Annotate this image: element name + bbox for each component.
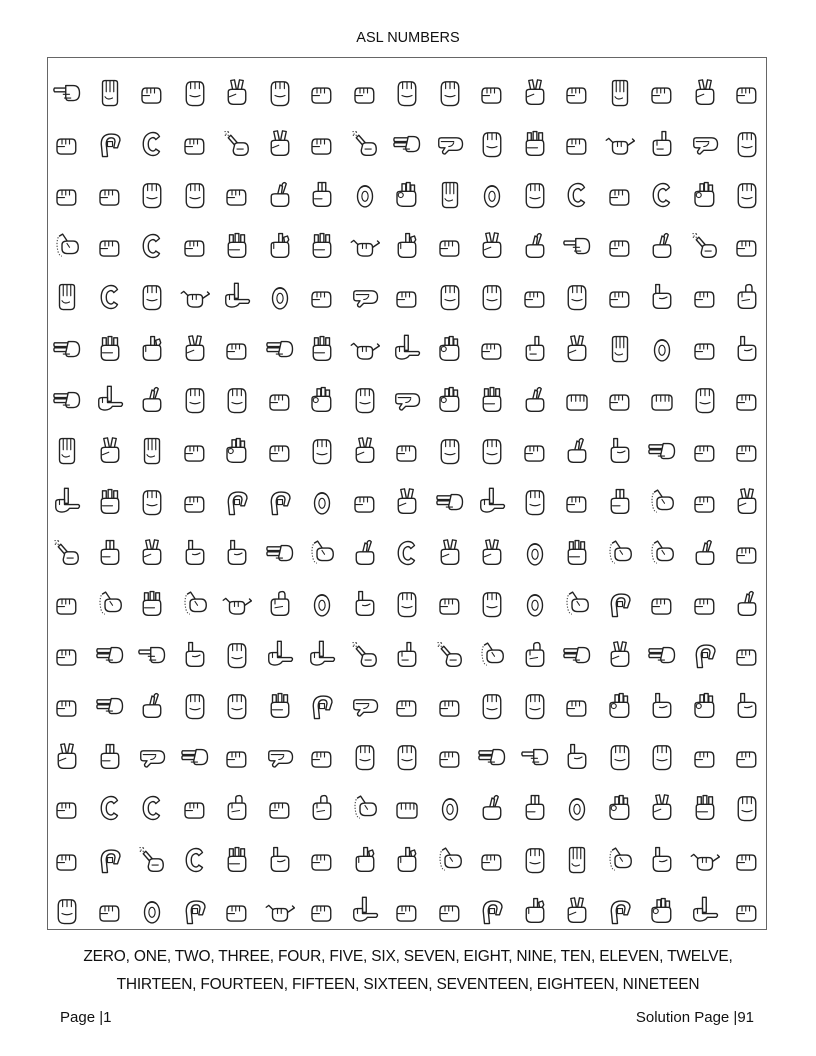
asl-sign-a-icon xyxy=(732,845,762,875)
asl-sign-e-icon xyxy=(562,282,592,312)
asl-sign-l-icon xyxy=(52,487,82,517)
asl-sign-a-icon xyxy=(392,896,422,926)
asl-sign-a-icon xyxy=(52,845,82,875)
asl-sign-j-icon xyxy=(605,845,635,875)
asl-sign-a-icon xyxy=(137,78,167,108)
asl-sign-x-icon xyxy=(265,589,295,619)
asl-sign-k-icon xyxy=(392,845,422,875)
asl-sign-e-icon xyxy=(520,845,550,875)
asl-sign-a-icon xyxy=(350,487,380,517)
asl-sign-a-icon xyxy=(307,282,337,312)
asl-sign-o-icon xyxy=(520,538,550,568)
asl-sign-p-icon xyxy=(690,129,720,159)
asl-sign-d-icon xyxy=(520,334,550,364)
asl-sign-z-icon xyxy=(690,231,720,261)
asl-sign-p-icon xyxy=(350,282,380,312)
asl-sign-a-icon xyxy=(222,334,252,364)
asl-sign-a-icon xyxy=(52,640,82,670)
word-list-line-2: THIRTEEN, FOURTEEN, FIFTEEN, SIXTEEN, SEVENTEEN, EIGHTEEN, NINETEEN xyxy=(116,976,700,993)
asl-sign-l-icon xyxy=(265,640,295,670)
asl-sign-l-icon xyxy=(350,896,380,926)
asl-sign-y-icon xyxy=(222,589,252,619)
asl-sign-x-icon xyxy=(732,282,762,312)
asl-sign-e-icon xyxy=(732,129,762,159)
asl-sign-b-icon xyxy=(562,845,592,875)
asl-sign-f-icon xyxy=(435,385,465,415)
asl-sign-p-icon xyxy=(435,129,465,159)
asl-sign-a-icon xyxy=(562,487,592,517)
asl-sign-o-icon xyxy=(137,896,167,926)
asl-sign-e-icon xyxy=(137,282,167,312)
asl-sign-o-icon xyxy=(265,282,295,312)
asl-sign-j-icon xyxy=(562,589,592,619)
asl-sign-u-icon xyxy=(307,180,337,210)
asl-sign-x-icon xyxy=(307,793,337,823)
asl-sign-v-icon xyxy=(647,793,677,823)
asl-sign-h-icon xyxy=(95,640,125,670)
asl-sign-h-icon xyxy=(52,334,82,364)
asl-sign-r-icon xyxy=(520,231,550,261)
asl-sign-h-icon xyxy=(180,742,210,772)
asl-sign-h-icon xyxy=(647,640,677,670)
asl-sign-f-icon xyxy=(307,385,337,415)
asl-sign-e-icon xyxy=(647,742,677,772)
asl-sign-m-icon xyxy=(392,793,422,823)
asl-sign-r-icon xyxy=(647,231,677,261)
asl-sign-a-icon xyxy=(732,231,762,261)
asl-sign-a-icon xyxy=(52,793,82,823)
asl-sign-y-icon xyxy=(265,896,295,926)
asl-sign-w-icon xyxy=(307,334,337,364)
asl-sign-a-icon xyxy=(52,129,82,159)
asl-sign-v-icon xyxy=(562,896,592,926)
asl-sign-g-icon xyxy=(52,78,82,108)
asl-sign-o-icon xyxy=(647,334,677,364)
asl-sign-h-icon xyxy=(392,129,422,159)
asl-sign-a-icon xyxy=(307,742,337,772)
asl-sign-j-icon xyxy=(307,538,337,568)
asl-sign-e-icon xyxy=(180,180,210,210)
page-title: ASL NUMBERS xyxy=(356,30,460,46)
asl-sign-a-icon xyxy=(732,640,762,670)
asl-sign-i-icon xyxy=(222,538,252,568)
asl-sign-a-icon xyxy=(180,487,210,517)
asl-sign-v-icon xyxy=(137,538,167,568)
asl-sign-r-icon xyxy=(265,180,295,210)
asl-sign-e-icon xyxy=(477,589,507,619)
asl-sign-o-icon xyxy=(350,180,380,210)
asl-sign-e-icon xyxy=(392,589,422,619)
asl-sign-e-icon xyxy=(180,78,210,108)
asl-sign-h-icon xyxy=(435,487,465,517)
asl-sign-y-icon xyxy=(350,231,380,261)
asl-sign-w-icon xyxy=(477,385,507,415)
asl-sign-a-icon xyxy=(435,691,465,721)
word-list-line-1: ZERO, ONE, TWO, THREE, FOUR, FIVE, SIX, SEVEN, EIGHT, NINE, TEN, ELEVEN, TWELVE, xyxy=(83,948,733,965)
asl-sign-a-icon xyxy=(732,436,762,466)
asl-sign-q-icon xyxy=(222,487,252,517)
asl-sign-a-icon xyxy=(392,282,422,312)
asl-sign-a-icon xyxy=(265,385,295,415)
asl-sign-z-icon xyxy=(350,640,380,670)
asl-sign-a-icon xyxy=(180,793,210,823)
asl-sign-b-icon xyxy=(52,436,82,466)
asl-sign-e-icon xyxy=(222,385,252,415)
asl-sign-o-icon xyxy=(307,589,337,619)
asl-sign-a-icon xyxy=(180,436,210,466)
asl-sign-a-icon xyxy=(520,282,550,312)
asl-sign-q-icon xyxy=(265,487,295,517)
asl-sign-c-icon xyxy=(95,282,125,312)
asl-sign-x-icon xyxy=(520,640,550,670)
asl-sign-v-icon xyxy=(95,436,125,466)
asl-sign-a-icon xyxy=(647,589,677,619)
asl-sign-c-icon xyxy=(137,231,167,261)
asl-sign-k-icon xyxy=(520,896,550,926)
asl-sign-z-icon xyxy=(52,538,82,568)
asl-sign-v-icon xyxy=(477,231,507,261)
asl-sign-e-icon xyxy=(222,640,252,670)
asl-sign-y-icon xyxy=(690,845,720,875)
asl-sign-e-icon xyxy=(180,691,210,721)
asl-sign-a-icon xyxy=(435,231,465,261)
asl-sign-a-icon xyxy=(265,793,295,823)
asl-sign-v-icon xyxy=(392,487,422,517)
asl-sign-a-icon xyxy=(690,334,720,364)
asl-sign-f-icon xyxy=(690,691,720,721)
asl-sign-a-icon xyxy=(605,180,635,210)
asl-sign-j-icon xyxy=(52,231,82,261)
asl-sign-v-icon xyxy=(180,334,210,364)
asl-sign-v-icon xyxy=(562,334,592,364)
asl-sign-o-icon xyxy=(435,793,465,823)
asl-sign-r-icon xyxy=(350,538,380,568)
asl-sign-e-icon xyxy=(180,385,210,415)
asl-sign-a-icon xyxy=(732,538,762,568)
asl-sign-h-icon xyxy=(477,742,507,772)
asl-sign-q-icon xyxy=(180,896,210,926)
asl-sign-c-icon xyxy=(95,793,125,823)
asl-sign-r-icon xyxy=(562,436,592,466)
asl-sign-y-icon xyxy=(605,129,635,159)
asl-sign-q-icon xyxy=(605,589,635,619)
asl-sign-e-icon xyxy=(477,691,507,721)
asl-sign-e-icon xyxy=(350,742,380,772)
asl-sign-c-icon xyxy=(392,538,422,568)
solution-page-reference: Solution Page |91 xyxy=(635,1009,754,1026)
asl-sign-i-icon xyxy=(180,538,210,568)
asl-sign-z-icon xyxy=(222,129,252,159)
asl-sign-e-icon xyxy=(392,78,422,108)
asl-sign-a-icon xyxy=(562,78,592,108)
asl-sign-f-icon xyxy=(222,436,252,466)
asl-sign-e-icon xyxy=(690,385,720,415)
asl-sign-e-icon xyxy=(307,436,337,466)
asl-sign-a-icon xyxy=(690,589,720,619)
asl-sign-k-icon xyxy=(350,845,380,875)
asl-sign-e-icon xyxy=(732,180,762,210)
asl-sign-a-icon xyxy=(690,436,720,466)
word-search-grid xyxy=(47,57,767,930)
asl-sign-v-icon xyxy=(435,538,465,568)
asl-sign-l-icon xyxy=(477,487,507,517)
asl-sign-a-icon xyxy=(222,180,252,210)
asl-sign-a-icon xyxy=(477,334,507,364)
asl-sign-f-icon xyxy=(647,896,677,926)
asl-sign-d-icon xyxy=(647,129,677,159)
asl-sign-a-icon xyxy=(95,896,125,926)
asl-sign-p-icon xyxy=(137,742,167,772)
asl-sign-m-icon xyxy=(562,385,592,415)
asl-sign-r-icon xyxy=(732,589,762,619)
asl-sign-p-icon xyxy=(350,691,380,721)
asl-sign-i-icon xyxy=(647,282,677,312)
asl-sign-f-icon xyxy=(435,334,465,364)
asl-sign-z-icon xyxy=(137,845,167,875)
asl-sign-a-icon xyxy=(435,589,465,619)
asl-sign-a-icon xyxy=(690,742,720,772)
asl-sign-d-icon xyxy=(392,640,422,670)
asl-sign-f-icon xyxy=(392,180,422,210)
asl-sign-a-icon xyxy=(690,282,720,312)
asl-sign-u-icon xyxy=(95,538,125,568)
asl-sign-a-icon xyxy=(477,78,507,108)
asl-sign-y-icon xyxy=(180,282,210,312)
asl-sign-w-icon xyxy=(222,845,252,875)
asl-sign-j-icon xyxy=(435,845,465,875)
asl-sign-i-icon xyxy=(562,742,592,772)
asl-sign-w-icon xyxy=(265,691,295,721)
asl-sign-i-icon xyxy=(647,691,677,721)
asl-sign-u-icon xyxy=(520,793,550,823)
asl-sign-e-icon xyxy=(137,487,167,517)
asl-sign-e-icon xyxy=(265,78,295,108)
asl-sign-a-icon xyxy=(732,896,762,926)
asl-sign-e-icon xyxy=(222,691,252,721)
page-number: Page |1 xyxy=(60,1009,112,1026)
asl-sign-k-icon xyxy=(265,231,295,261)
asl-sign-a-icon xyxy=(562,129,592,159)
asl-sign-r-icon xyxy=(690,538,720,568)
asl-sign-i-icon xyxy=(732,691,762,721)
asl-sign-a-icon xyxy=(52,180,82,210)
asl-sign-w-icon xyxy=(95,334,125,364)
asl-sign-a-icon xyxy=(605,231,635,261)
asl-sign-i-icon xyxy=(605,436,635,466)
asl-sign-e-icon xyxy=(392,742,422,772)
asl-sign-j-icon xyxy=(350,793,380,823)
asl-sign-q-icon xyxy=(477,896,507,926)
asl-sign-k-icon xyxy=(392,231,422,261)
asl-sign-b-icon xyxy=(137,436,167,466)
asl-sign-j-icon xyxy=(477,640,507,670)
asl-sign-a-icon xyxy=(222,742,252,772)
asl-sign-q-icon xyxy=(690,640,720,670)
asl-sign-c-icon xyxy=(647,180,677,210)
asl-sign-e-icon xyxy=(435,436,465,466)
asl-sign-v-icon xyxy=(520,78,550,108)
asl-sign-a-icon xyxy=(180,231,210,261)
asl-sign-a-icon xyxy=(222,896,252,926)
asl-sign-o-icon xyxy=(477,180,507,210)
asl-sign-i-icon xyxy=(732,334,762,364)
asl-sign-a-icon xyxy=(95,180,125,210)
asl-sign-a-icon xyxy=(435,896,465,926)
asl-sign-e-icon xyxy=(477,436,507,466)
asl-sign-a-icon xyxy=(180,129,210,159)
asl-sign-a-icon xyxy=(647,78,677,108)
asl-sign-a-icon xyxy=(307,896,337,926)
asl-sign-r-icon xyxy=(520,385,550,415)
asl-sign-e-icon xyxy=(477,129,507,159)
asl-sign-a-icon xyxy=(605,385,635,415)
asl-sign-g-icon xyxy=(520,742,550,772)
asl-sign-u-icon xyxy=(605,487,635,517)
asl-sign-a-icon xyxy=(605,282,635,312)
asl-sign-v-icon xyxy=(222,78,252,108)
asl-sign-h-icon xyxy=(647,436,677,466)
asl-sign-q-icon xyxy=(95,129,125,159)
asl-sign-i-icon xyxy=(647,845,677,875)
asl-sign-r-icon xyxy=(477,793,507,823)
asl-sign-p-icon xyxy=(265,742,295,772)
asl-sign-m-icon xyxy=(647,385,677,415)
asl-sign-l-icon xyxy=(307,640,337,670)
asl-sign-w-icon xyxy=(222,231,252,261)
asl-sign-a-icon xyxy=(392,436,422,466)
asl-sign-q-icon xyxy=(95,845,125,875)
asl-sign-v-icon xyxy=(690,78,720,108)
asl-sign-v-icon xyxy=(350,436,380,466)
asl-sign-h-icon xyxy=(265,334,295,364)
asl-sign-a-icon xyxy=(265,436,295,466)
asl-sign-a-icon xyxy=(732,742,762,772)
asl-sign-z-icon xyxy=(435,640,465,670)
asl-sign-a-icon xyxy=(52,691,82,721)
asl-sign-j-icon xyxy=(647,487,677,517)
asl-sign-a-icon xyxy=(95,231,125,261)
asl-sign-g-icon xyxy=(137,640,167,670)
asl-sign-a-icon xyxy=(520,436,550,466)
asl-sign-l-icon xyxy=(222,282,252,312)
asl-sign-a-icon xyxy=(392,691,422,721)
asl-sign-e-icon xyxy=(520,691,550,721)
asl-sign-a-icon xyxy=(307,78,337,108)
asl-sign-w-icon xyxy=(137,589,167,619)
asl-sign-w-icon xyxy=(562,538,592,568)
asl-sign-a-icon xyxy=(52,589,82,619)
asl-sign-v-icon xyxy=(265,129,295,159)
asl-sign-j-icon xyxy=(647,538,677,568)
asl-sign-w-icon xyxy=(307,231,337,261)
asl-sign-e-icon xyxy=(435,78,465,108)
asl-sign-e-icon xyxy=(350,385,380,415)
asl-sign-f-icon xyxy=(690,180,720,210)
asl-sign-r-icon xyxy=(137,385,167,415)
asl-sign-g-icon xyxy=(562,231,592,261)
asl-sign-l-icon xyxy=(392,334,422,364)
asl-sign-a-icon xyxy=(562,691,592,721)
asl-sign-o-icon xyxy=(520,589,550,619)
asl-sign-c-icon xyxy=(137,129,167,159)
asl-sign-e-icon xyxy=(477,282,507,312)
asl-sign-a-icon xyxy=(732,78,762,108)
asl-sign-c-icon xyxy=(562,180,592,210)
asl-sign-y-icon xyxy=(350,334,380,364)
asl-sign-l-icon xyxy=(690,896,720,926)
asl-sign-j-icon xyxy=(95,589,125,619)
asl-sign-j-icon xyxy=(180,589,210,619)
asl-sign-w-icon xyxy=(690,793,720,823)
asl-sign-w-icon xyxy=(95,487,125,517)
asl-sign-h-icon xyxy=(562,640,592,670)
asl-sign-x-icon xyxy=(222,793,252,823)
asl-sign-a-icon xyxy=(477,845,507,875)
asl-sign-e-icon xyxy=(52,896,82,926)
asl-sign-l-icon xyxy=(95,385,125,415)
asl-sign-k-icon xyxy=(137,334,167,364)
asl-sign-h-icon xyxy=(52,385,82,415)
asl-sign-a-icon xyxy=(732,385,762,415)
asl-sign-z-icon xyxy=(350,129,380,159)
asl-sign-b-icon xyxy=(605,334,635,364)
asl-sign-b-icon xyxy=(605,78,635,108)
asl-sign-a-icon xyxy=(307,845,337,875)
asl-sign-j-icon xyxy=(605,538,635,568)
asl-sign-a-icon xyxy=(350,78,380,108)
asl-sign-a-icon xyxy=(435,742,465,772)
asl-sign-c-icon xyxy=(180,845,210,875)
asl-sign-h-icon xyxy=(265,538,295,568)
asl-sign-r-icon xyxy=(137,691,167,721)
asl-sign-v-icon xyxy=(605,640,635,670)
asl-sign-v-icon xyxy=(732,487,762,517)
asl-sign-q-icon xyxy=(605,896,635,926)
asl-sign-a-icon xyxy=(690,487,720,517)
asl-sign-h-icon xyxy=(95,691,125,721)
asl-sign-c-icon xyxy=(137,793,167,823)
asl-sign-e-icon xyxy=(520,487,550,517)
asl-sign-e-icon xyxy=(520,180,550,210)
asl-sign-o-icon xyxy=(562,793,592,823)
asl-sign-u-icon xyxy=(95,742,125,772)
asl-sign-f-icon xyxy=(605,793,635,823)
asl-sign-f-icon xyxy=(605,691,635,721)
asl-sign-b-icon xyxy=(435,180,465,210)
asl-sign-v-icon xyxy=(477,538,507,568)
asl-sign-a-icon xyxy=(307,129,337,159)
asl-sign-e-icon xyxy=(605,742,635,772)
asl-sign-p-icon xyxy=(392,385,422,415)
asl-sign-i-icon xyxy=(350,589,380,619)
asl-sign-i-icon xyxy=(265,845,295,875)
asl-sign-e-icon xyxy=(732,793,762,823)
asl-sign-w-icon xyxy=(520,129,550,159)
asl-sign-e-icon xyxy=(137,180,167,210)
asl-sign-b-icon xyxy=(52,282,82,312)
asl-sign-b-icon xyxy=(95,78,125,108)
asl-sign-e-icon xyxy=(435,282,465,312)
asl-sign-i-icon xyxy=(180,640,210,670)
asl-sign-o-icon xyxy=(307,487,337,517)
asl-sign-v-icon xyxy=(52,742,82,772)
asl-sign-q-icon xyxy=(307,691,337,721)
